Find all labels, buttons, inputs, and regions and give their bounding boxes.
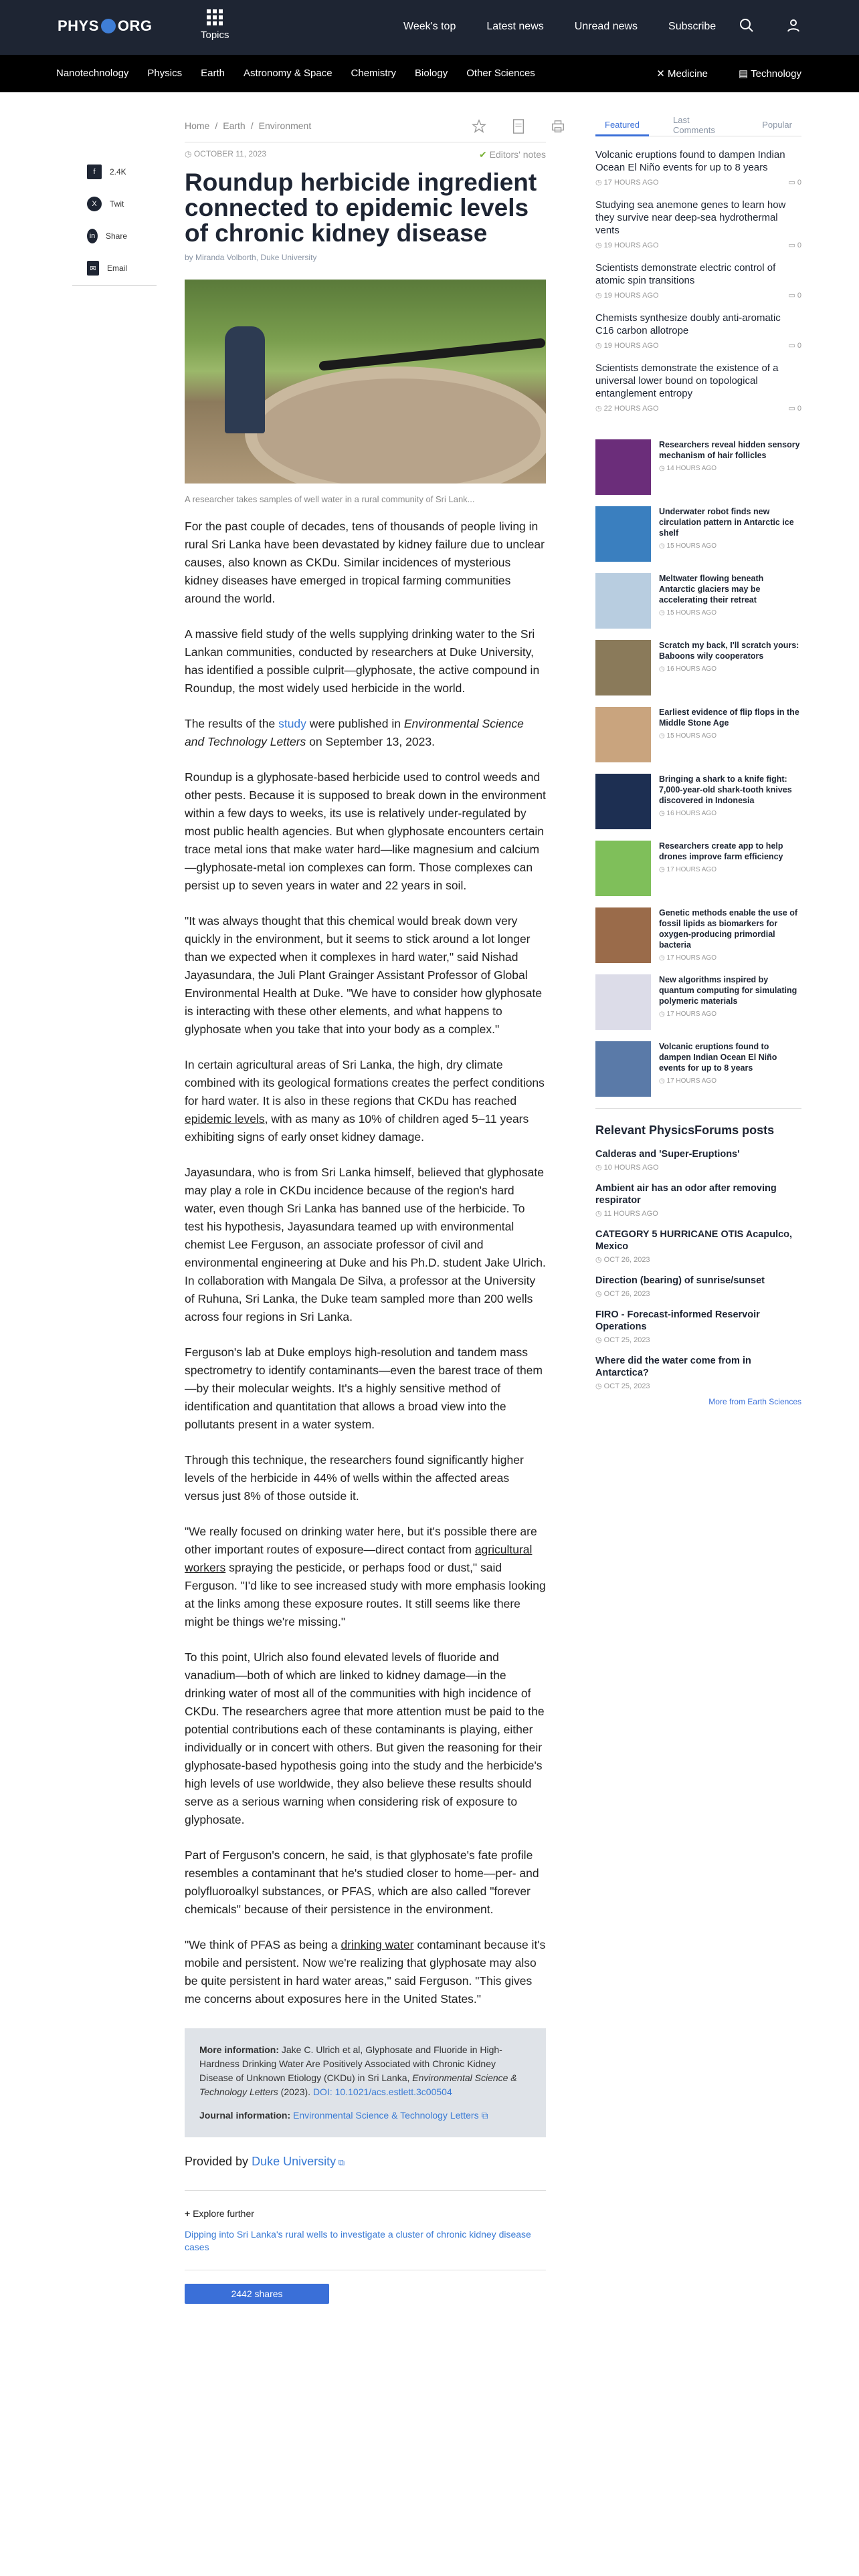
logo-globe-icon xyxy=(101,19,116,33)
more-information-box xyxy=(185,2028,546,2137)
clock-icon: ◷ xyxy=(595,292,604,300)
citation-journal: Environmental Science & Technology Letters xyxy=(199,2072,517,2097)
external-link-icon: ⧉ xyxy=(336,2157,345,2167)
comments-row[interactable] xyxy=(788,404,801,413)
physicsforums xyxy=(595,1108,801,1406)
featured-item[interactable] xyxy=(595,261,801,300)
thumb-item[interactable] xyxy=(595,1041,801,1097)
researcher-figure xyxy=(225,326,265,433)
paragraph: Ferguson's lab at Duke employs high-resolution and tandem mass spectrometry to identify contaminants—even the barest trace of them—by their molecular weights. It's a highly sensitive method of identification and quantitation that allows a broad view into the pollutants present in a water system. xyxy=(185,1346,543,1431)
featured-list xyxy=(595,148,801,413)
thumb-image[interactable] xyxy=(595,841,651,896)
comment-count: 0 xyxy=(797,405,801,413)
clock-icon: ◷ xyxy=(659,810,667,817)
drinking-water-link[interactable]: drinking water xyxy=(341,1938,414,1951)
thumbnail-list xyxy=(595,439,801,1097)
pf-time: 11 HOURS AGO xyxy=(603,1210,658,1218)
search-icon[interactable] xyxy=(739,17,755,33)
photo-caption: A researcher takes samples of well water in a rural community of Sri Lank... xyxy=(185,494,475,504)
medicine-icon: ✕ xyxy=(656,68,668,80)
pf-list xyxy=(595,1148,801,1390)
thumb-title[interactable]: Meltwater flowing beneath Antarctic glaciers may be accelerating their retreat xyxy=(659,574,764,605)
featured-time-row xyxy=(595,404,659,413)
text: contaminant because it's mobile and persistent. Now we're realizing that glyphosate may also be quite persistent in hard water areas," said Ferguson. "This gives me concerns about exposures here in the United States." xyxy=(185,1938,546,2006)
comment-icon: ▭ xyxy=(788,342,797,350)
check-icon: ✔ xyxy=(478,149,490,160)
featured-time: 19 HOURS AGO xyxy=(603,292,659,300)
pf-time: 10 HOURS AGO xyxy=(603,1164,659,1172)
thumb-time: 17 HOURS AGO xyxy=(666,866,717,873)
pf-post-title[interactable]: FIRO - Forecast-informed Reservoir Operations xyxy=(595,1309,760,1332)
thumb-text xyxy=(659,841,801,896)
thumb-image[interactable] xyxy=(595,707,651,762)
thumb-image[interactable] xyxy=(595,974,651,1030)
sidebar-tabs xyxy=(595,114,801,136)
thumb-time: 16 HOURS AGO xyxy=(666,810,717,817)
comment-icon: ▭ xyxy=(788,292,797,300)
thumb-title[interactable]: Earliest evidence of flip flops in the Middle Stone Age xyxy=(659,708,799,728)
pf-time-row xyxy=(595,1382,801,1390)
sidebar xyxy=(595,114,801,1406)
pf-more-link[interactable]: More from Earth Sciences xyxy=(708,1397,801,1406)
thumb-time: 15 HOURS AGO xyxy=(666,609,717,617)
thumb-image[interactable] xyxy=(595,439,651,495)
logo-text-right: ORG xyxy=(117,17,153,34)
article-photo[interactable] xyxy=(185,280,546,484)
duke-link[interactable]: Duke University xyxy=(252,2155,337,2168)
text: , with as many as 10% of children aged 5–11 years exhibiting signs of early onset kidney damage. xyxy=(185,1112,529,1144)
article-meta xyxy=(185,149,546,160)
paragraph xyxy=(185,1056,546,1146)
featured-time-row xyxy=(595,291,659,300)
clock-icon: ◷ xyxy=(659,542,667,550)
thumb-text xyxy=(659,774,801,829)
featured-item[interactable] xyxy=(595,312,801,350)
thumb-time-row xyxy=(659,541,801,552)
topics-label: Topics xyxy=(201,29,229,41)
featured-title[interactable]: Chemists synthesize doubly anti-aromatic C16 carbon allotrope xyxy=(595,312,781,336)
thumb-time-row xyxy=(659,809,801,819)
thumb-time: 17 HOURS AGO xyxy=(666,1010,717,1018)
print-icon[interactable] xyxy=(551,119,565,134)
site-logo[interactable] xyxy=(58,17,153,35)
cat-astronomy[interactable]: Astronomy & Space xyxy=(243,68,332,79)
grid-icon xyxy=(201,9,229,25)
paragraph xyxy=(185,1523,546,1631)
featured-meta xyxy=(595,341,801,350)
comment-icon: ▭ xyxy=(788,179,797,187)
clock-icon: ◷ xyxy=(595,1290,604,1298)
pf-post-title[interactable]: CATEGORY 5 HURRICANE OTIS Acapulco, Mexico xyxy=(595,1229,793,1252)
x-icon: X xyxy=(87,197,102,211)
comments-row[interactable] xyxy=(788,241,801,249)
pf-time-row xyxy=(595,1335,801,1344)
paragraph xyxy=(185,715,546,751)
thumb-text xyxy=(659,439,801,495)
user-icon[interactable] xyxy=(785,17,801,33)
pf-post-title[interactable]: Direction (bearing) of sunrise/sunset xyxy=(595,1275,765,1286)
comment-icon: ▭ xyxy=(788,405,797,413)
explore-further xyxy=(185,2190,546,2254)
thumb-time: 17 HOURS AGO xyxy=(666,954,717,962)
nav-weeks-top[interactable]: Week's top xyxy=(403,21,456,32)
thumb-item[interactable] xyxy=(595,974,801,1030)
text: "We think of PFAS as being a xyxy=(185,1938,341,1951)
share-facebook[interactable] xyxy=(87,165,127,179)
provided-label: Provided by xyxy=(185,2155,252,2168)
pf-item[interactable] xyxy=(595,1355,801,1390)
featured-item[interactable] xyxy=(595,148,801,187)
featured-time-row xyxy=(595,241,659,249)
thumb-time-row xyxy=(659,731,801,742)
cat-other-sciences[interactable]: Other Sciences xyxy=(466,68,535,79)
thumb-text xyxy=(659,707,801,762)
logo-text-left: PHYS xyxy=(58,17,99,34)
thumb-image[interactable] xyxy=(595,640,651,695)
thumb-title[interactable]: Bringing a shark to a knife fight: 7,000-year-old shark-tooth knives discovered in Indonesia xyxy=(659,774,792,805)
linkedin-icon: in xyxy=(87,229,98,243)
pf-time: OCT 25, 2023 xyxy=(603,1382,650,1390)
paragraph: Through this technique, the researchers found significantly higher levels of the herbicide in 44% of wells within the affected areas versus just 8% of those outside it. xyxy=(185,1453,524,1503)
article-date-row xyxy=(185,149,266,160)
clock-icon: ◷ xyxy=(659,1077,667,1085)
study-link[interactable]: study xyxy=(278,717,306,730)
pf-time-row xyxy=(595,1209,801,1218)
thumb-time-row xyxy=(659,608,801,619)
thumb-title[interactable]: Underwater robot finds new circulation pattern in Antarctic ice shelf xyxy=(659,507,794,538)
crumb-environment[interactable]: Environment xyxy=(258,120,312,131)
paragraph xyxy=(185,1936,546,2008)
thumb-item[interactable] xyxy=(595,841,801,896)
pf-item[interactable] xyxy=(595,1228,801,1264)
thumb-title[interactable]: Scratch my back, I'll scratch yours: Baboons wily cooperators xyxy=(659,641,799,661)
thumb-text xyxy=(659,907,801,963)
thumb-image[interactable] xyxy=(595,573,651,629)
comments-row[interactable] xyxy=(788,291,801,300)
clock-icon: ◷ xyxy=(595,1256,604,1264)
clock-icon: ◷ xyxy=(595,1336,604,1344)
thumb-text xyxy=(659,640,801,695)
more-info-label: More information: xyxy=(199,2044,279,2055)
thumb-title[interactable]: Researchers create app to help drones improve farm efficiency xyxy=(659,841,783,861)
thumb-image[interactable] xyxy=(595,506,651,562)
share-divider xyxy=(72,285,157,286)
paragraph: Jayasundara, who is from Sri Lanka himself, believed that glyphosate may play a role in CKDu incidence because of the region's hard water, even though Sri Lanka has banned use of the herbicide. To test his hypothesis, Jayasundara teamed up with environmental chemist Lee Ferguson, an associate professor of civil and environmental engineering at Duke and his Ph.D. student Jake Ulrich. In collaboration with Mangala De Silva, a professor at the University of Ruhuna, Sri Lanka, the Duke team sampled more than 200 wells across four regions in Sri Lanka. xyxy=(185,1166,546,1323)
explore-label: Explore further xyxy=(193,2208,254,2219)
clock-icon: ◷ xyxy=(595,241,604,249)
paragraph: "It was always thought that this chemical would break down very quickly in the environment, but it seems to stick around a lot longer than we expected when it complexes in hard water," said Nishad Jayasundara, the Juli Plant Grainger Assistant Professor of Global Environmental Health at Duke. "We have to consider how glyphosate is interacting with these other elements, and what happens to glyphosate when you take that into your body as a complex." xyxy=(185,914,543,1036)
featured-time-row xyxy=(595,178,659,187)
share-linkedin[interactable] xyxy=(87,229,127,243)
thumb-time-row xyxy=(659,865,801,875)
thumb-time: 14 HOURS AGO xyxy=(666,465,717,472)
plus-icon: + xyxy=(185,2208,193,2219)
journal-info-label: Journal information: xyxy=(199,2110,291,2121)
site-header xyxy=(0,0,859,55)
tab-last-comments[interactable]: Last Comments xyxy=(673,114,715,135)
featured-meta xyxy=(595,178,801,187)
thumb-text xyxy=(659,573,801,629)
clock-icon: ◷ xyxy=(659,465,667,472)
thumb-time: 15 HOURS AGO xyxy=(666,732,717,740)
cat-physics[interactable]: Physics xyxy=(147,68,183,79)
clock-icon: ◷ xyxy=(659,866,667,873)
linkedin-label: Share xyxy=(105,231,127,241)
explore-header xyxy=(185,2208,546,2219)
thumb-item[interactable] xyxy=(595,707,801,762)
topics-button[interactable] xyxy=(201,9,229,41)
thumb-time-row xyxy=(659,463,801,474)
thumb-time-row xyxy=(659,953,801,964)
more-info xyxy=(199,2043,531,2099)
paragraph: For the past couple of decades, tens of thousands of people living in rural Sri Lanka have been devastated by kidney failure due to unclear causes, also known as CKDu. Similar incidences of mysterious kidney diseases have emerged in tropical farming communities around the world. xyxy=(185,520,545,605)
thumb-time: 15 HOURS AGO xyxy=(666,542,717,550)
clock-icon: ◷ xyxy=(185,149,194,158)
comment-count: 0 xyxy=(797,342,801,350)
thumb-text xyxy=(659,506,801,562)
clock-icon: ◷ xyxy=(595,405,604,413)
thumb-item[interactable] xyxy=(595,774,801,829)
thumb-text xyxy=(659,974,801,1030)
clock-icon: ◷ xyxy=(595,1210,604,1218)
editors-notes[interactable] xyxy=(479,149,546,160)
text: "We really focused on drinking water here, but it's possible there are other important routes of exposure—direct contact from xyxy=(185,1525,537,1556)
explore-link[interactable]: Dipping into Sri Lanka's rural wells to investigate a cluster of chronic kidney disease cases xyxy=(185,2229,531,2252)
cat-nanotechnology[interactable]: Nanotechnology xyxy=(56,68,129,79)
featured-title[interactable]: Volcanic eruptions found to dampen Indian Ocean El Niño events for up to 8 years xyxy=(595,149,785,173)
paragraph: Roundup is a glyphosate-based herbicide used to control weeds and other pests. Because it is supposed to break down in the environment within a few days to weeks, its use is relatively under-regulated by most public health agencies. But when glyphosate encounters certain trace metal ions that make water hard—like magnesium and calcium—glyphosate-metal ion complexes can form. Those complexes can persist up to seven years in water and 22 years in soil. xyxy=(185,770,546,892)
facebook-count: 2.4K xyxy=(110,167,126,177)
nav-subscribe[interactable]: Subscribe xyxy=(668,21,717,32)
pf-post-title[interactable]: Where did the water come from in Antarctica? xyxy=(595,1356,751,1378)
thumb-time-row xyxy=(659,1076,801,1087)
text: In certain agricultural areas of Sri Lanka, the high, dry climate combined with its geological formations creates the perfect conditions for hard water. It is also in these regions that CKDu has reached xyxy=(185,1058,545,1107)
sister-technology[interactable] xyxy=(739,68,801,80)
share-column xyxy=(87,165,127,293)
comment-icon: ▭ xyxy=(788,241,797,249)
agricultural-workers-link[interactable]: agricultural workers xyxy=(185,1543,533,1574)
pdf-icon[interactable] xyxy=(512,119,525,134)
thumb-text xyxy=(659,1041,801,1097)
tab-popular[interactable]: Popular xyxy=(762,120,792,130)
external-link-icon: ⧉ xyxy=(478,2110,488,2121)
thumb-item[interactable] xyxy=(595,640,801,695)
email-icon: ✉ xyxy=(87,261,99,276)
thumb-image[interactable] xyxy=(595,1041,651,1097)
thumb-time: 16 HOURS AGO xyxy=(666,665,717,673)
hose-shape xyxy=(318,338,546,370)
crumb-home[interactable]: Home xyxy=(185,120,210,131)
technology-label: Technology xyxy=(751,68,801,80)
facebook-icon: f xyxy=(87,165,102,179)
thumb-title[interactable]: Volcanic eruptions found to dampen Indian Ocean El Niño events for up to 8 years xyxy=(659,1042,777,1073)
featured-time: 22 HOURS AGO xyxy=(603,405,659,413)
text: spraying the pesticide, or perhaps food or dust," said Ferguson. "I'd like to see increased study with more emphasis looking at the links among these exposure routes. It still seems like there might be things we're missing." xyxy=(185,1561,546,1628)
well-shape xyxy=(245,366,546,484)
thumb-item[interactable] xyxy=(595,439,801,495)
crumb-earth[interactable]: Earth xyxy=(223,120,246,131)
comment-count: 0 xyxy=(797,179,801,187)
shares-button[interactable]: 2442 shares xyxy=(185,2284,329,2304)
comment-count: 0 xyxy=(797,241,801,249)
comment-count: 0 xyxy=(797,292,801,300)
pf-time: OCT 26, 2023 xyxy=(603,1256,650,1264)
thumb-title[interactable]: Genetic methods enable the use of fossil lipids as biomarkers for oxygen-producing primordial bacteria xyxy=(659,908,797,950)
thumb-title[interactable]: New algorithms inspired by quantum computing for simulating polymeric materials xyxy=(659,975,797,1006)
text: The results of the xyxy=(185,717,279,730)
nav-unread-news[interactable]: Unread news xyxy=(574,21,638,32)
journal-name: Environmental Science and Technology Letters xyxy=(185,717,524,748)
thumb-image[interactable] xyxy=(595,774,651,829)
top-nav xyxy=(403,21,747,33)
clock-icon: ◷ xyxy=(659,732,667,740)
paragraph: To this point, Ulrich also found elevated levels of fluoride and vanadium—both of which are linked to kidney damage—in the drinking water of most all of the communities with high incidence of CKDu. The researchers agree that more attention must be paid to the potential contributions each of these contaminants is playing, either individually or in concert with others. But given the reasoning for their glyphosate-based hypothesis going into the study and the herbicide's high levels of use worldwide, they also believe these results should serve as a serious warning when considering risk of exposure to glyphosate. xyxy=(185,1650,545,1826)
provided-by xyxy=(185,2155,546,2169)
text: on September 13, 2023. xyxy=(306,735,435,748)
clock-icon: ◷ xyxy=(595,1382,604,1390)
clock-icon: ◷ xyxy=(595,179,604,187)
pf-post-title[interactable]: Calderas and 'Super-Eruptions' xyxy=(595,1149,740,1160)
article-date: OCTOBER 11, 2023 xyxy=(193,149,267,158)
email-label: Email xyxy=(106,263,127,273)
featured-meta xyxy=(595,241,801,249)
text: were published in xyxy=(306,717,404,730)
thumb-item[interactable] xyxy=(595,506,801,562)
thumb-time-row xyxy=(659,1009,801,1020)
share-email[interactable] xyxy=(87,261,127,276)
pf-time-row xyxy=(595,1289,801,1298)
cat-earth[interactable]: Earth xyxy=(201,68,225,79)
article xyxy=(185,114,546,2304)
paragraph: A massive field study of the wells supplying drinking water to the Sri Lankan communities, conducted by researchers at Duke University, has identified a possible culprit—glyphosate, the active compound in Roundup, the most widely used herbicide in the world. xyxy=(185,627,540,695)
breadcrumb: Home / Earth / Environment xyxy=(185,120,312,131)
featured-time: 19 HOURS AGO xyxy=(603,241,659,249)
clock-icon: ◷ xyxy=(659,665,667,673)
pf-item[interactable] xyxy=(595,1182,801,1218)
sister-medicine[interactable] xyxy=(656,68,708,80)
featured-time: 17 HOURS AGO xyxy=(603,179,659,187)
tab-featured[interactable]: Featured xyxy=(595,114,649,136)
shares-section xyxy=(185,2270,546,2304)
byline: by Miranda Volborth, Duke University xyxy=(185,253,317,262)
featured-meta xyxy=(595,404,801,413)
thumb-image[interactable] xyxy=(595,907,651,963)
share-twitter[interactable] xyxy=(87,197,127,211)
article-title: Roundup herbicide ingredient connected to epidemic levels of chronic kidney disease xyxy=(185,169,537,247)
clock-icon: ◷ xyxy=(659,1010,667,1018)
nav-latest-news[interactable]: Latest news xyxy=(486,21,544,32)
citation-text: Jake C. Ulrich et al, Glyphosate and Fluoride in High-Hardness Drinking Water Are Positively Associated with Chronic Kidney Disease of Unknown Etiology (CKDu) in Sri Lanka, xyxy=(199,2044,502,2083)
cat-chemistry[interactable]: Chemistry xyxy=(351,68,397,79)
featured-title[interactable]: Scientists demonstrate electric control of atomic spin transitions xyxy=(595,262,776,286)
twitter-label: Twit xyxy=(110,199,124,209)
bookmark-star-icon[interactable] xyxy=(472,119,486,134)
editors-notes-label: Editors' notes xyxy=(489,149,546,160)
pf-time: OCT 25, 2023 xyxy=(603,1336,650,1344)
citation-year: (2023). xyxy=(278,2086,313,2097)
comments-row[interactable] xyxy=(788,178,801,187)
journal-link[interactable]: Environmental Science & Technology Letters xyxy=(293,2110,479,2121)
clock-icon: ◷ xyxy=(659,954,667,962)
comments-row[interactable] xyxy=(788,341,801,350)
clock-icon: ◷ xyxy=(659,609,667,617)
thumb-time: 17 HOURS AGO xyxy=(666,1077,717,1085)
pf-title: Relevant PhysicsForums posts xyxy=(595,1108,801,1138)
featured-time: 19 HOURS AGO xyxy=(603,342,659,350)
doi-link[interactable]: DOI: 10.1021/acs.estlett.3c00504 xyxy=(312,2086,452,2097)
thumb-item[interactable] xyxy=(595,573,801,629)
featured-meta xyxy=(595,291,801,300)
clock-icon: ◷ xyxy=(595,1164,604,1172)
thumb-item[interactable] xyxy=(595,907,801,963)
category-nav xyxy=(0,55,859,92)
featured-title[interactable]: Studying sea anemone genes to learn how they survive near deep-sea hydrothermal vents xyxy=(595,199,786,236)
pf-time-row xyxy=(595,1255,801,1264)
paragraph: Part of Ferguson's concern, he said, is that glyphosate's fate profile resembles a contaminant that he's studied closer to home—per- and polyfluoroalkyl substances, or PFAS, which are also called "forever chemicals" because of their persistence in the environment. xyxy=(185,1848,539,1916)
article-body xyxy=(185,518,546,2008)
featured-item[interactable] xyxy=(595,362,801,413)
journal-info xyxy=(199,2109,531,2123)
medicine-label: Medicine xyxy=(668,68,708,80)
cat-biology[interactable]: Biology xyxy=(415,68,448,79)
featured-title[interactable]: Scientists demonstrate the existence of a universal lower bound on topological entanglement entropy xyxy=(595,362,779,399)
epidemic-levels-link[interactable]: epidemic levels xyxy=(185,1112,265,1125)
pf-item[interactable] xyxy=(595,1148,801,1172)
featured-item[interactable] xyxy=(595,199,801,249)
thumb-time-row xyxy=(659,664,801,675)
thumb-title[interactable]: Researchers reveal hidden sensory mechanism of hair follicles xyxy=(659,440,800,460)
clock-icon: ◷ xyxy=(595,342,604,350)
pf-item[interactable] xyxy=(595,1275,801,1298)
featured-time-row xyxy=(595,341,659,350)
pf-post-title[interactable]: Ambient air has an odor after removing respirator xyxy=(595,1183,777,1206)
pf-time: OCT 26, 2023 xyxy=(603,1290,650,1298)
pf-time-row xyxy=(595,1163,801,1172)
technology-icon: ▤ xyxy=(739,68,751,80)
pf-item[interactable] xyxy=(595,1309,801,1344)
